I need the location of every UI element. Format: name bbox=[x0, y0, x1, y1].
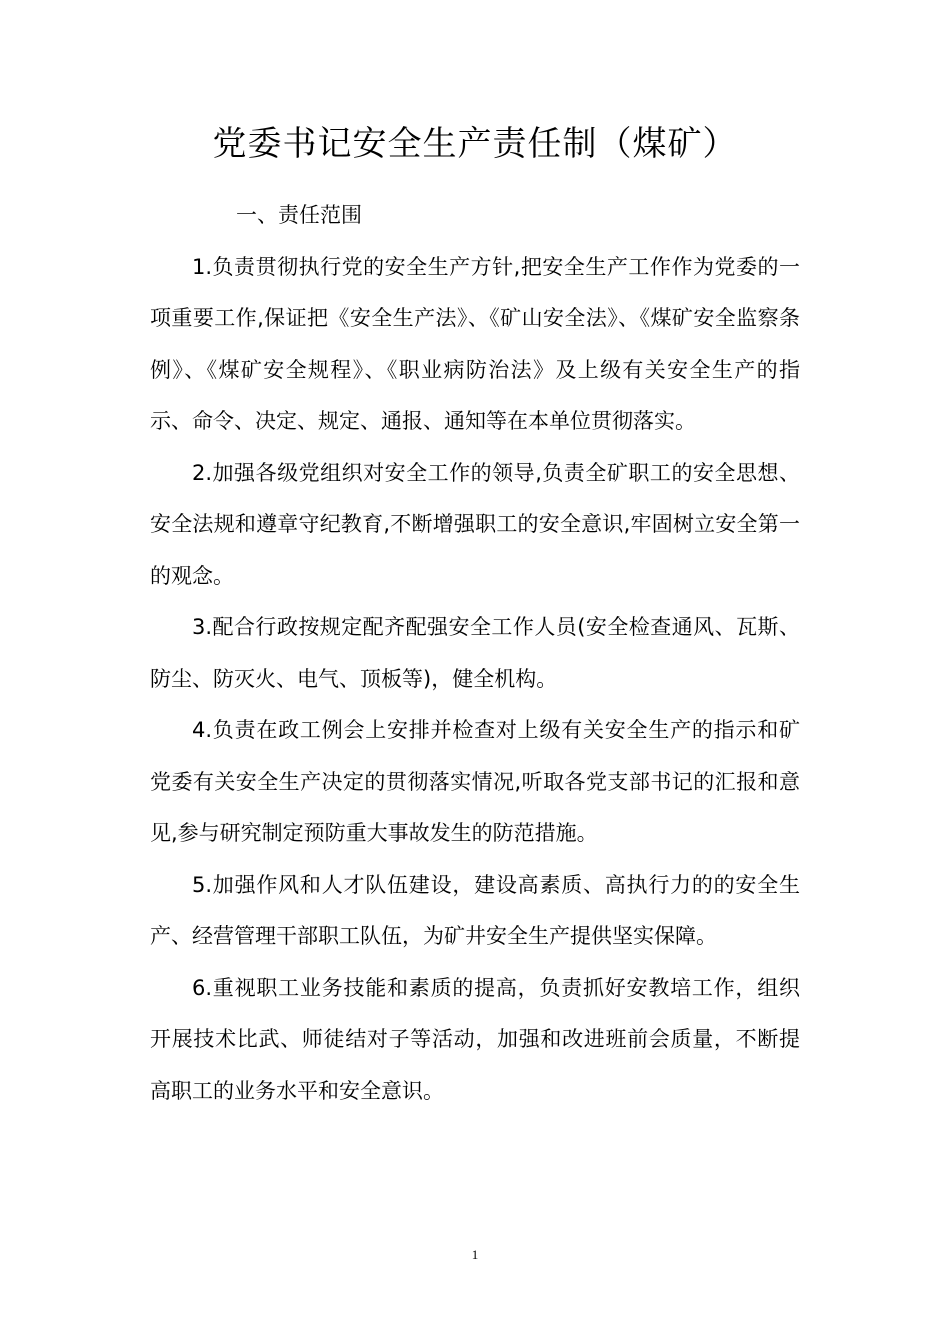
page-number: 1 bbox=[471, 1247, 479, 1262]
paragraph-1: 1.负责贯彻执行党的安全生产方针,把安全生产工作作为党委的一项重要工作,保证把《安全生产法》、《矿山安全法》、《煤矿安全监察条例》、《煤矿安全规程》、《职业病防治法》及上级有关安全生产的指示、命令、决定、规定、通报、通知等在本单位贯彻落实。 bbox=[150, 254, 800, 433]
document-title: 党委书记安全生产责任制（煤矿） bbox=[212, 124, 738, 164]
paragraph-4: 4.负责在政工例会上安排并检查对上级有关安全生产的指示和矿党委有关安全生产决定的贯彻落实情况,听取各党支部书记的汇报和意见,参与研究制定预防重大事故发生的防范措施。 bbox=[150, 718, 800, 845]
paragraph-3: 3.配合行政按规定配齐配强安全工作人员(安全检查通风、瓦斯、防尘、防灭火、电气、顶板等)，健全机构。 bbox=[150, 615, 800, 691]
paragraph-2: 2.加强各级党组织对安全工作的领导,负责全矿职工的安全思想、安全法规和遵章守纪教育,不断增强职工的安全意识,牢固树立安全第一的观念。 bbox=[150, 460, 800, 588]
document-body bbox=[150, 190, 800, 1117]
section-heading: 一、责任范围 bbox=[236, 203, 362, 227]
paragraph-6: 6.重视职工业务技能和素质的提高，负责抓好安教培工作，组织开展技术比武、师徒结对子等活动，加强和改进班前会质量，不断提高职工的业务水平和安全意识。 bbox=[150, 975, 800, 1103]
paragraph-5: 5.加强作风和人才队伍建设，建设高素质、高执行力的的安全生产、经营管理干部职工队伍，为矿井安全生产提供坚实保障。 bbox=[150, 872, 800, 948]
